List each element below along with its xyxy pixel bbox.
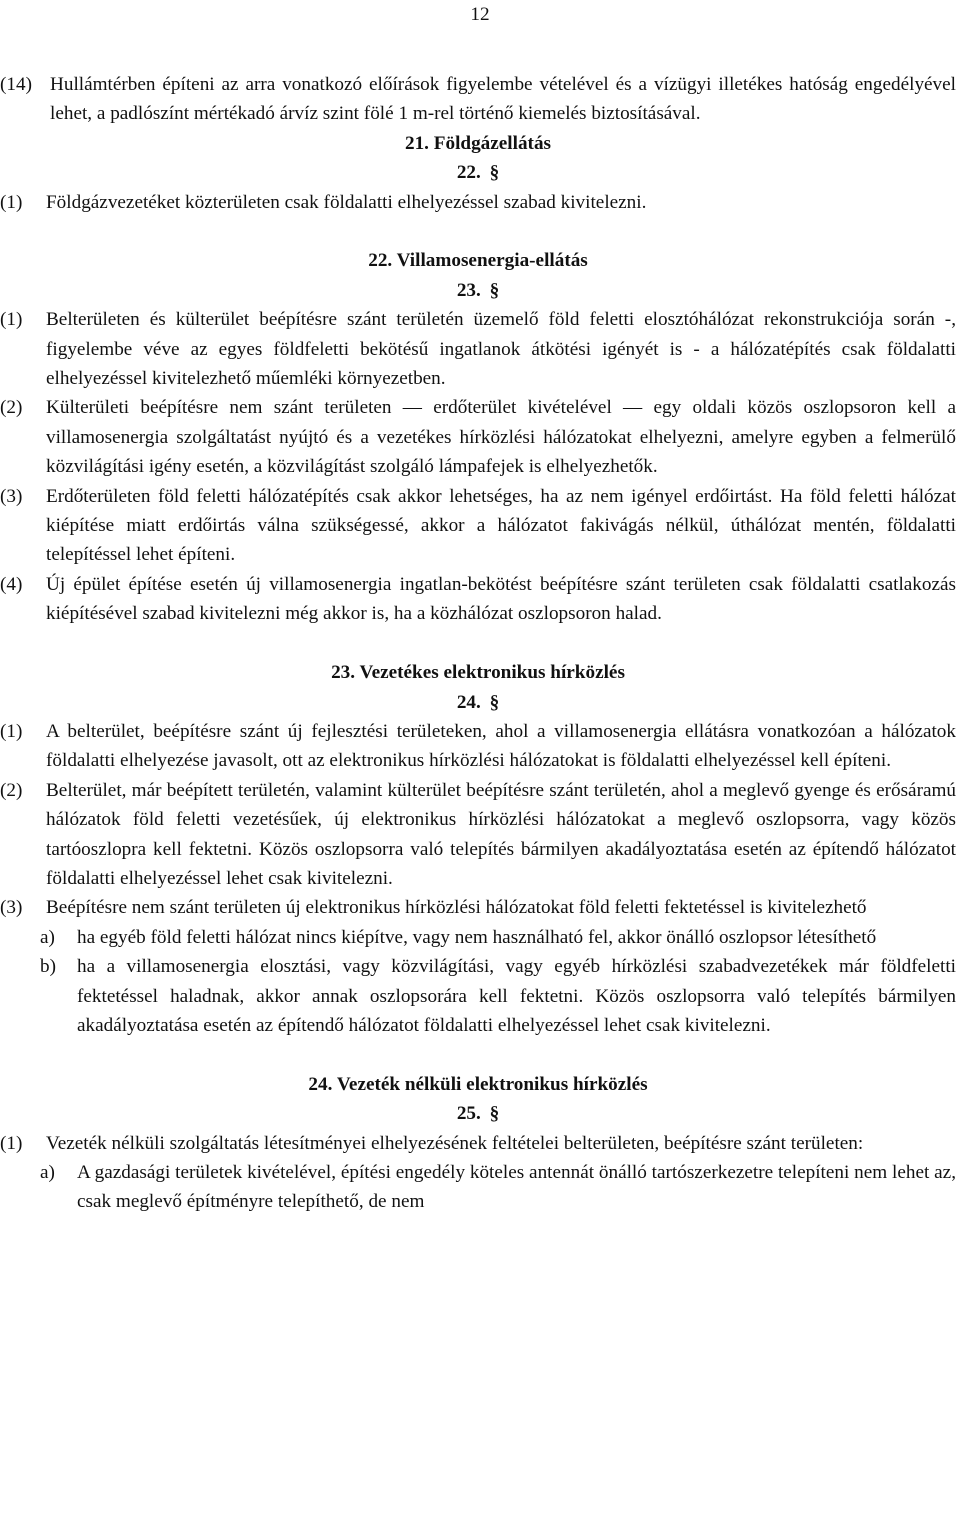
paragraph-label: (2) — [0, 779, 23, 801]
numbered-paragraph — [0, 393, 956, 481]
sub-point-text: A gazdasági területek kivételével, építési engedély köteles antennát önálló tartószerkezetre telepíteni nem lehet az, csak meglevő építményre telepíthető, de nem — [77, 1161, 956, 1213]
paragraph-text: Belterületen és külterület beépítésre szánt területén üzemelő föld feletti elosztóhálózat rekonstrukciója során -, figyelembe véve az egyes földfeletti bekötésű ingatlanok átkötési igényét is - a hálózatépítés csak földalatti elhelyezéssel kivitelezhető műemléki környezetben. — [46, 309, 956, 390]
sub-point-text: ha egyéb föld feletti hálózat nincs kiépítve, vagy nem használható fel, akkor önálló oszlopsor létesíthető — [77, 926, 877, 948]
section-number-text: 22. — [456, 162, 481, 184]
numbered-paragraph — [0, 893, 956, 922]
numbered-paragraph — [0, 717, 956, 776]
paragraph-text: Beépítésre nem szánt területen új elektronikus hírközlési hálózatokat föld feletti fektetéssel is kivitelezhető — [46, 897, 867, 919]
numbered-paragraph — [0, 1129, 956, 1158]
numbered-paragraph — [0, 188, 956, 217]
section-number-text: 24. — [456, 691, 481, 713]
paragraph-label: (1) — [0, 191, 23, 213]
paragraph-label: (3) — [0, 485, 23, 507]
sub-point-label: a) — [40, 926, 55, 948]
section-number-text: 23. — [456, 279, 481, 301]
sub-point-text: ha a villamosenergia elosztási, vagy közvilágítási, vagy egyéb hírközlési szabadvezetékek már földfeletti fektetéssel haladnak, akkor annak oszlopsorára kell fektetni. Közös oszlopsorra való telepítés bármilyen akadályoztatása esetén az építendő hálózatot földalatti elhelyezéssel lehet csak kivitelezni. — [77, 956, 956, 1036]
paragraph-text: Új épület építése esetén új villamosenergia ingatlan-bekötést beépítésre szánt területen csak földalatti csatlakozás kiépítésével szabad kivitelezni még akkor is, ha a közhálózat oszlopsoron halad. — [46, 573, 956, 625]
numbered-paragraph — [0, 305, 956, 393]
paragraph-text: Vezeték nélküli szolgáltatás létesítményei elhelyezésének feltételei belterületen, beépítésre szánt területen: — [46, 1132, 864, 1154]
paragraph-text: Hullámtérben építeni az arra vonatkozó előírások figyelembe vételével és a vízügyi illetékes hatóság engedélyével lehet, a padlószínt mértékadó árvíz szint fölé 1 m-rel történő kiemelés biztosításával. — [50, 74, 956, 125]
numbered-paragraph — [0, 776, 956, 894]
section-sign-icon: § — [489, 279, 500, 301]
section-sign-icon: § — [489, 1103, 500, 1125]
paragraph-label: (14) — [0, 74, 32, 95]
sub-point — [0, 923, 956, 952]
section-number — [0, 158, 956, 187]
paragraph-label: (1) — [0, 720, 23, 742]
sub-point — [0, 1158, 956, 1217]
document-body — [0, 70, 956, 1217]
paragraph-text: Erdőterületen föld feletti hálózatépítés csak akkor lehetséges, ha az nem igényel erdőirtást. Ha föld feletti hálózat kiépítése miatt erdőirtás válna szükségessé, akkor a hálózatot fakivágás nélkül, úthálózat mentén, földalatti telepítéssel lehet építeni. — [46, 485, 956, 566]
paragraph-label: (3) — [0, 897, 23, 919]
section-number — [0, 1099, 956, 1128]
numbered-paragraph — [0, 570, 956, 629]
paragraph-text: Külterületi beépítésre nem szánt területen — erdőterület kivételével — egy oldali közös oszlopsoron kell a villamosenergia szolgáltatást nyújtó és a vezetékes hírközlési hálózatokat elhelyezni, amelyre egyben a felmerülő közvilágítási igény esetén, a közvilágítást szolgáló lámpafejek is elhelyezhetők. — [46, 397, 956, 478]
section-number — [0, 276, 956, 305]
section-number-text: 25. — [456, 1103, 481, 1125]
sub-point — [0, 952, 956, 1040]
numbered-paragraph — [0, 482, 956, 570]
chapter-heading: 24. Vezeték nélküli elektronikus hírközlés — [308, 1073, 648, 1095]
paragraph-label: (1) — [0, 309, 23, 331]
chapter-heading: 21. Földgázellátás — [404, 132, 552, 154]
page-number: 12 — [470, 4, 490, 25]
paragraph-text: Belterület, már beépített területén, valamint külterület beépítésre szánt területén, ahol a meglevő gyenge és erősáramú hálózatok föld feletti vezetésűek, új elektronikus hírközlési hálózatokat a meglevő oszlopsorra, vagy közös tartóoszlopra kell fektetni. Közös oszlopsorra való telepítés bármilyen akadályoztatása esetén az építendő hálózatot földalatti elhelyezéssel lehet csak kivitelezni. — [46, 779, 956, 889]
section-sign-icon: § — [489, 691, 500, 713]
paragraph-text: A belterület, beépítésre szánt új fejlesztési területeken, ahol a villamosenergia ellátásra vonatkozóan a hálózatok földalatti elhelyezése javasolt, ott az elektronikus hírközlési hálózatokat is földalatti elhelyezéssel kell építeni. — [46, 720, 956, 772]
numbered-paragraph — [0, 70, 956, 129]
section-sign-icon: § — [489, 162, 500, 184]
paragraph-spacer — [0, 217, 956, 246]
paragraph-label: (1) — [0, 1132, 23, 1154]
paragraph-label: (4) — [0, 573, 23, 595]
paragraph-text: Földgázvezetéket közterületen csak földalatti elhelyezéssel szabad kivitelezni. — [46, 191, 647, 213]
paragraph-spacer — [0, 1040, 956, 1069]
section-number — [0, 688, 956, 717]
chapter-heading: 23. Vezetékes elektronikus hírközlés — [331, 662, 625, 684]
chapter-heading: 22. Villamosenergia-ellátás — [368, 250, 588, 272]
paragraph-label: (2) — [0, 397, 23, 419]
sub-point-label: b) — [40, 956, 56, 978]
paragraph-spacer — [0, 629, 956, 658]
sub-point-label: a) — [40, 1161, 55, 1183]
